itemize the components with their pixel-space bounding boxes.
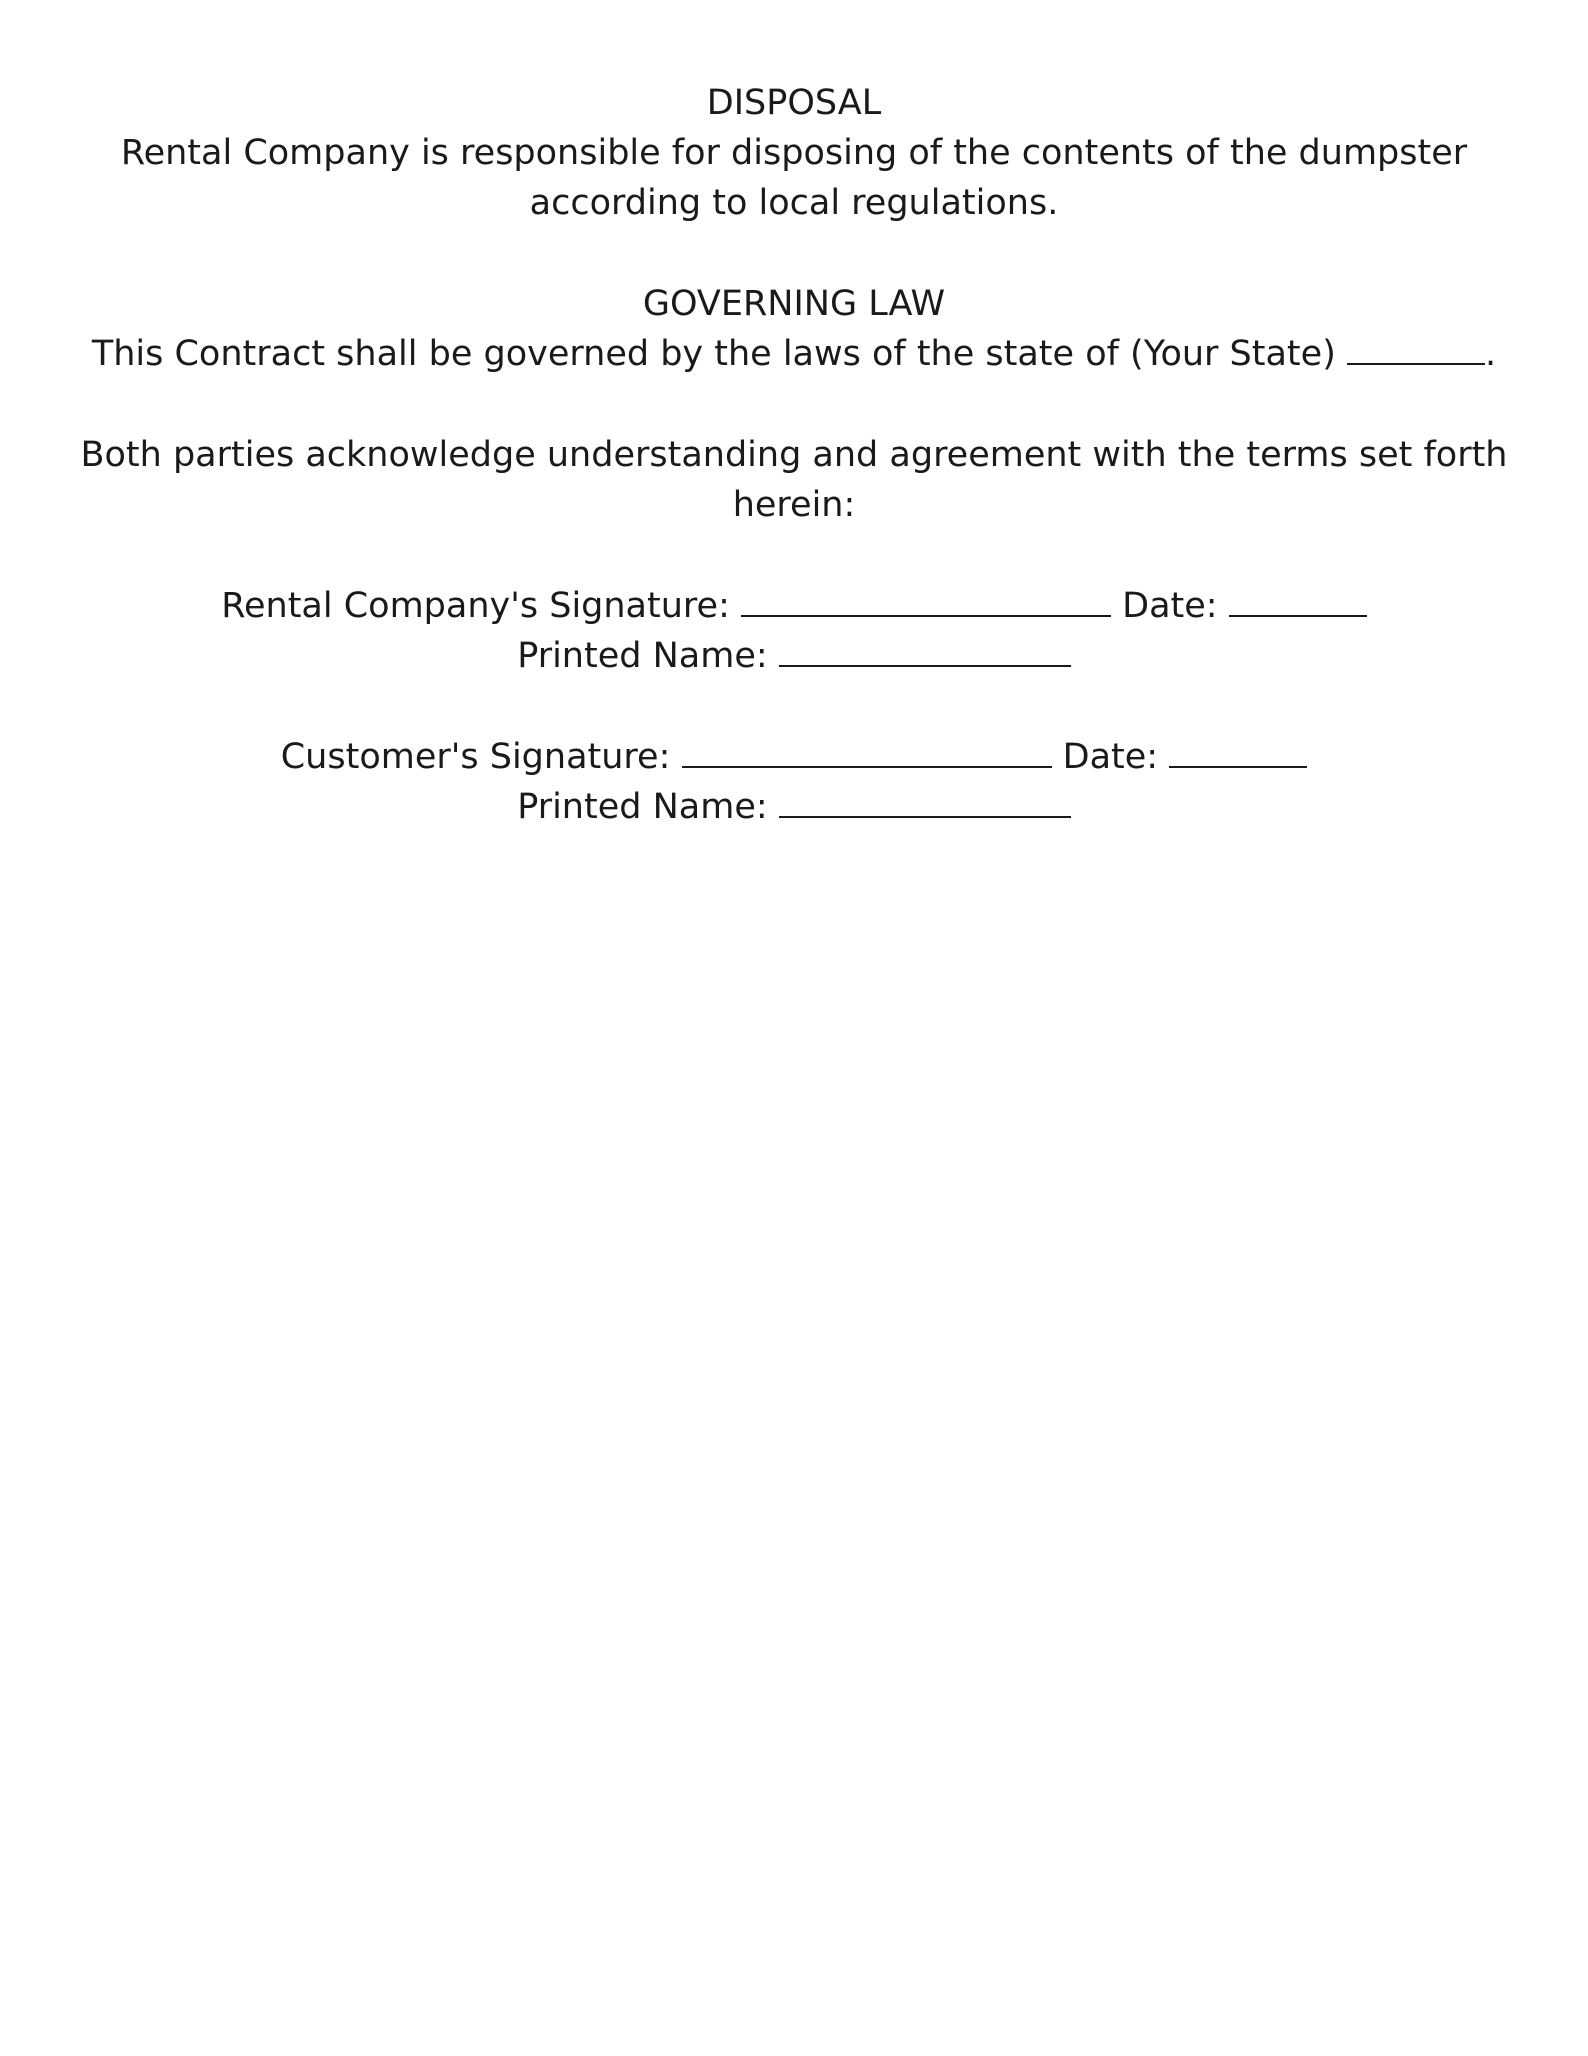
disposal-heading: DISPOSAL — [706, 83, 882, 123]
acknowledgement-line1: Both parties acknowledge understanding and agreement with the terms set forth — [80, 435, 1508, 475]
governing-law-body: This Contract shall be governed by the laws of the state of (Your State) . — [0, 329, 1588, 379]
customer-printed-name-row — [0, 782, 1588, 832]
customer-date-field[interactable] — [1169, 734, 1307, 768]
rental-company-printed-name-label: Printed Name: — [517, 636, 768, 676]
disposal-body-line1: Rental Company is responsible for disposing of the contents of the dumpster — [120, 133, 1468, 173]
customer-printed-name-field[interactable] — [779, 784, 1071, 818]
rental-company-printed-name-field[interactable] — [779, 633, 1071, 667]
rental-company-date-field[interactable] — [1229, 583, 1367, 617]
customer-date-label: Date: — [1062, 737, 1159, 777]
rental-company-signature-row — [0, 581, 1588, 631]
state-blank-field[interactable] — [1347, 331, 1485, 365]
governing-law-heading: GOVERNING LAW — [642, 284, 946, 324]
disposal-body-line2: according to local regulations. — [529, 183, 1059, 223]
customer-signature-field[interactable] — [682, 734, 1052, 768]
rental-company-signature-label: Rental Company's Signature: — [221, 586, 730, 626]
customer-signature-label: Customer's Signature: — [280, 737, 671, 777]
rental-company-printed-name-row — [0, 631, 1588, 681]
customer-signature-row — [0, 732, 1588, 782]
acknowledgement-line2: herein: — [732, 485, 856, 525]
rental-company-date-label: Date: — [1122, 586, 1218, 626]
customer-printed-name-label: Printed Name: — [517, 787, 768, 827]
rental-company-signature-field[interactable] — [741, 583, 1111, 617]
